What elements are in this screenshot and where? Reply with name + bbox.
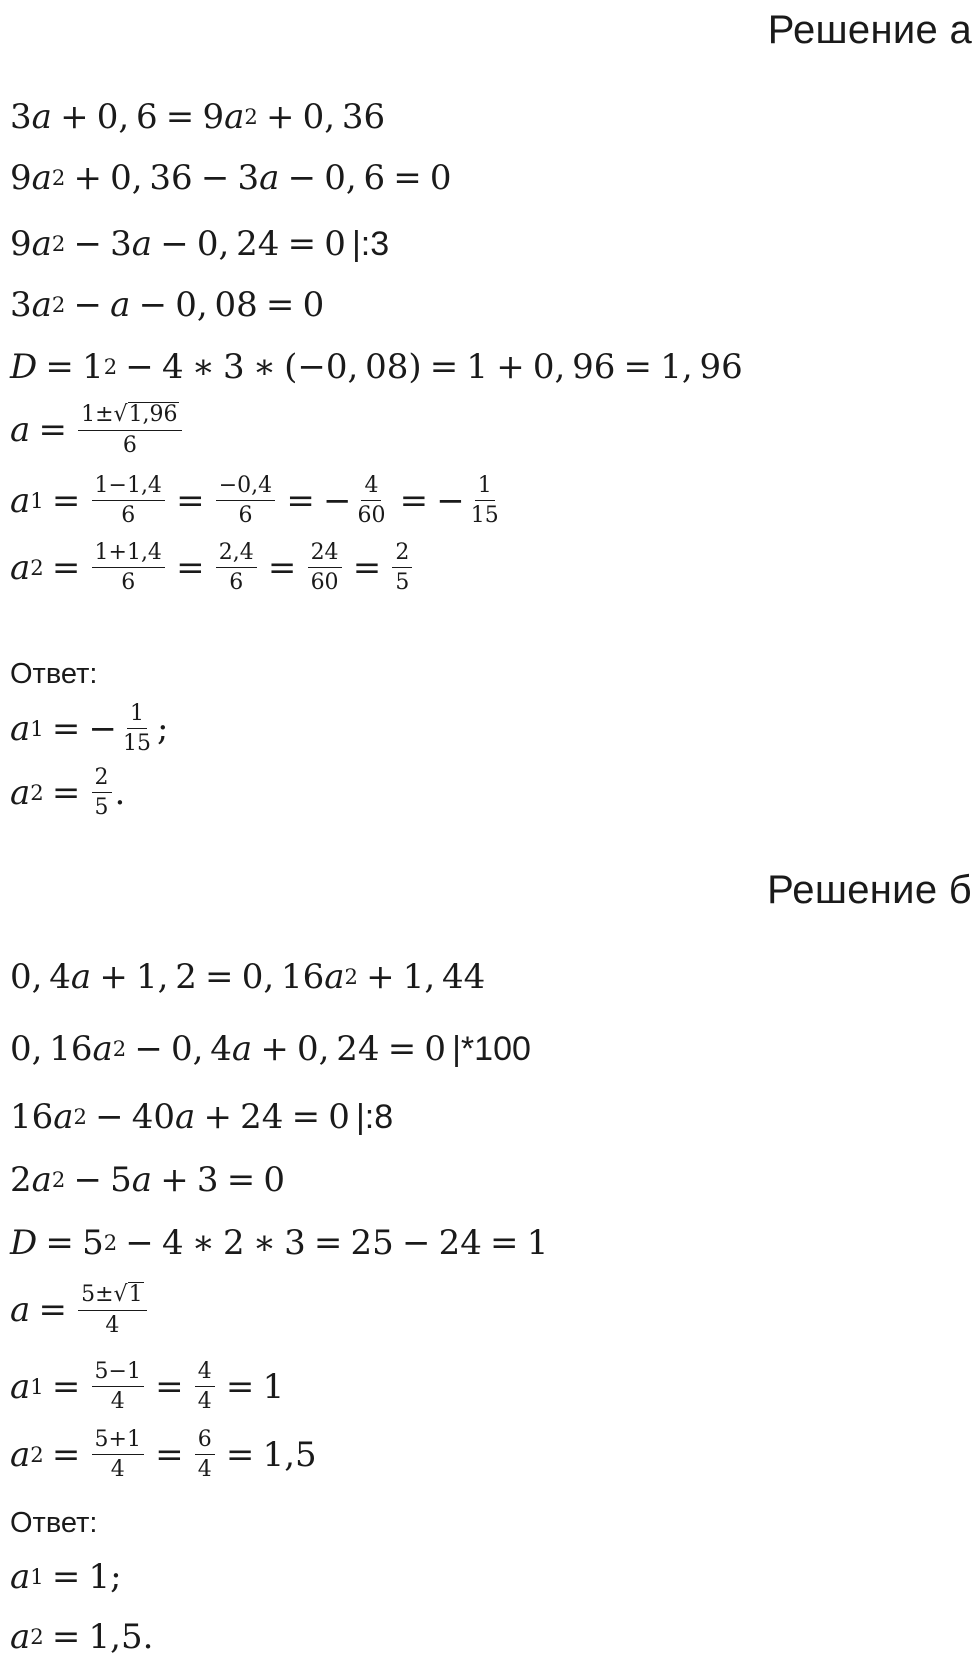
equation-a-1: 3 a + 0 , 6 = 9 a 2 + 0 , 36 xyxy=(10,97,386,137)
answer-a1-b: a 1 = 1 ; xyxy=(10,1557,122,1597)
multiply-note-b: |*100 xyxy=(452,1030,531,1068)
discriminant-a: D = 1 2 − 4 ∗ 3 ∗ (−0 , 08) = 1 + 0 , 96 = 1 , 96 xyxy=(10,347,743,387)
fraction: 5± √ 1 4 xyxy=(78,1282,146,1337)
answer-a2-a: a 2 = $\frac{2}{5}$ . xyxy=(10,765,126,821)
root-a1-b: a 1 = $\frac{5-1}{4}$ = $\frac{4}{4}$ = 1 xyxy=(10,1359,285,1415)
equation-a-4: 3 a 2 − a − 0 , 08 = 0 xyxy=(10,285,325,325)
answer-a1-a: a 1 = − $\frac{1}{15}$ ; xyxy=(10,701,169,757)
divide-note-a: |:3 xyxy=(351,225,390,263)
root-formula-b: a = 5± √ 1 4 xyxy=(10,1282,150,1337)
answer-label-a: Ответ: xyxy=(10,658,98,690)
root-a2-a: a 2 = $\frac{1+1,4}{6}$ = $\frac{2,4}{6}$ = $\frac{24}{60}$ = $\frac{2}{5}$ xyxy=(10,541,415,594)
equation-b-3: 16 a 2 − 40 a + 24 = 0 |:8 xyxy=(10,1097,394,1137)
heading-part-a: Решение а xyxy=(767,8,972,52)
equation-a-3: 9 a 2 − 3 a − 0 , 24 = 0 |:3 xyxy=(10,224,390,264)
divide-note-b: |:8 xyxy=(355,1098,394,1136)
equation-a-2: 9 a 2 + 0 , 36 − 3 a − 0 , 6 = 0 xyxy=(10,158,452,198)
heading-part-b: Решение б xyxy=(767,868,972,912)
fraction: 1± √ 1,96 6 xyxy=(78,402,181,457)
equation-b-4: 2 a 2 − 5 a + 3 = 0 xyxy=(10,1160,285,1200)
root-formula-a: a = 1± √ 1,96 6 xyxy=(10,402,185,457)
root-a2-b: a 2 = $\frac{5+1}{4}$ = $\frac{6}{4}$ = 1,5 xyxy=(10,1427,317,1483)
answer-label-b: Ответ: xyxy=(10,1507,98,1539)
answer-a2-b: a 2 = 1,5 . xyxy=(10,1617,154,1657)
root-a1-a: a 1 = $\frac{1-1,4}{6}$ = $\frac{-0,4}{6}$ = − $\frac{4}{60}$ = − $\frac{1}{15}$ xyxy=(10,473,499,529)
equation-b-1: 0 , 4 a + 1 , 2 = 0 , 16 a 2 + 1 , 44 xyxy=(10,957,486,997)
discriminant-b: D = 5 2 − 4 ∗ 2 ∗ 3 = 25 − 24 = 1 xyxy=(10,1223,549,1263)
equation-b-2: 0 , 16 a 2 − 0 , 4 a + 0 , 24 = 0 |*100 xyxy=(10,1029,531,1069)
